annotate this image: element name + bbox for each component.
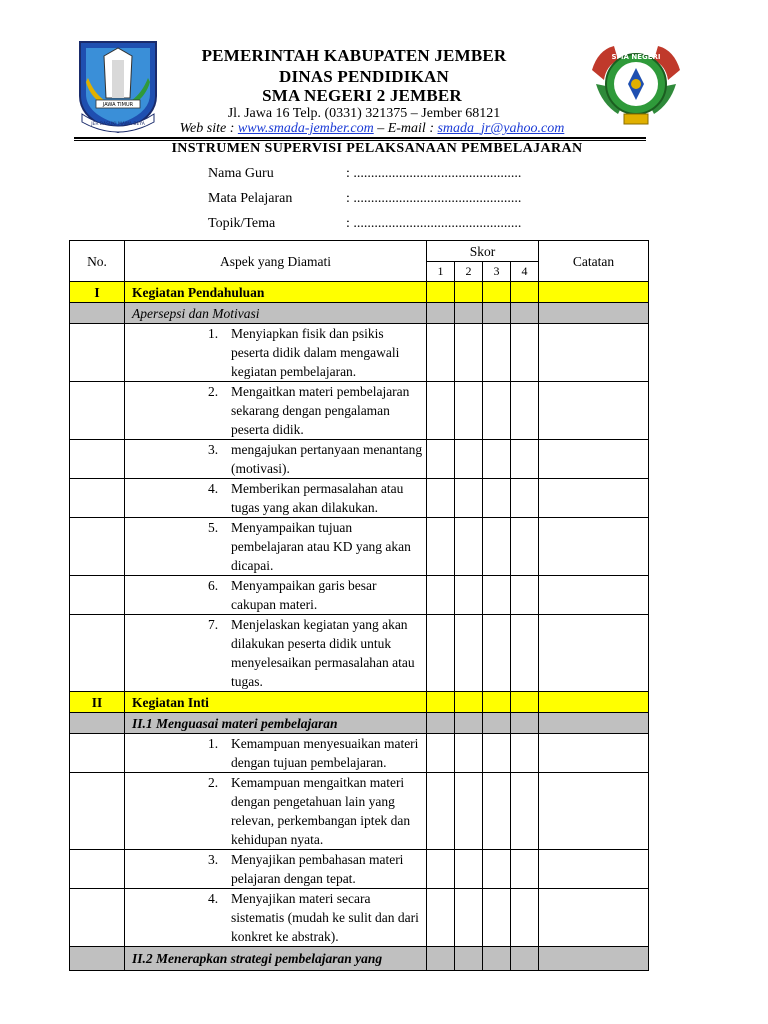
score-cell[interactable] — [427, 282, 455, 303]
notes-cell[interactable] — [539, 479, 649, 518]
item-number: 2. — [208, 384, 219, 399]
score-cell[interactable] — [427, 518, 455, 576]
table-row — [70, 382, 649, 440]
score-cell[interactable] — [427, 615, 455, 692]
aspect-item — [125, 850, 427, 889]
field-label: Topik/Tema — [208, 216, 276, 231]
table-row — [70, 773, 649, 850]
header-government: PEMERINTAH KABUPATEN JEMBER — [201, 46, 507, 65]
field-subject — [208, 191, 521, 207]
score-cell[interactable] — [483, 518, 511, 576]
score-cell[interactable] — [427, 303, 455, 324]
notes-cell[interactable] — [539, 773, 649, 850]
subsection-row — [70, 947, 649, 971]
blank-cell — [70, 615, 125, 692]
item-number: 1. — [208, 736, 219, 751]
header-department: DINAS PENDIDIKAN — [279, 67, 449, 86]
score-cell[interactable] — [511, 615, 539, 692]
score-cell[interactable] — [427, 734, 455, 773]
score-cell[interactable] — [511, 947, 539, 971]
subsection-title: II.1 Menguasai materi pembelajaran — [125, 713, 427, 734]
item-number: 3. — [208, 442, 219, 457]
score-cell[interactable] — [511, 303, 539, 324]
item-number: 4. — [208, 891, 219, 906]
notes-cell[interactable] — [539, 518, 649, 576]
score-cell[interactable] — [427, 692, 455, 713]
score-cell[interactable] — [455, 773, 483, 850]
score-cell[interactable] — [483, 692, 511, 713]
item-number: 7. — [208, 617, 219, 632]
score-cell[interactable] — [511, 382, 539, 440]
website-link[interactable]: www.smada-jember.com — [237, 121, 374, 136]
subsection-title: Apersepsi dan Motivasi — [125, 303, 427, 324]
table-row — [70, 734, 649, 773]
table-row — [70, 479, 649, 518]
field-label: Mata Pelajaran — [208, 191, 293, 206]
score-col-4: 4 — [511, 262, 539, 282]
notes-cell[interactable] — [539, 382, 649, 440]
col-header-score: Skor — [427, 241, 539, 262]
blank-cell — [70, 850, 125, 889]
notes-cell[interactable] — [539, 734, 649, 773]
notes-cell[interactable] — [539, 947, 649, 971]
item-text: Kemampuan mengaitkan materi dengan pengetahuan lain yang relevan, perkembangan iptek dan kehidupan nyata. — [231, 775, 411, 847]
subsection-title: II.2 Menerapkan strategi pembelajaran yang — [125, 947, 427, 971]
item-text: Kemampuan menyesuaikan materi dengan tujuan pembelajaran. — [231, 736, 419, 770]
header-address: Jl. Jawa 16 Telp. (0331) 321375 – Jember 68121 — [227, 106, 501, 121]
score-cell[interactable] — [483, 282, 511, 303]
notes-cell[interactable] — [539, 692, 649, 713]
table-row — [70, 576, 649, 615]
blank-cell — [70, 440, 125, 479]
aspect-item — [125, 518, 427, 576]
score-cell[interactable] — [483, 479, 511, 518]
aspect-item — [125, 479, 427, 518]
field-topic — [208, 216, 521, 232]
blank-cell — [70, 734, 125, 773]
score-cell[interactable] — [427, 576, 455, 615]
aspect-item — [125, 324, 427, 382]
email-label: – E-mail : — [373, 121, 438, 136]
field-value: : ................................................ — [346, 166, 522, 181]
notes-cell[interactable] — [539, 576, 649, 615]
blank-cell — [70, 773, 125, 850]
score-cell[interactable] — [483, 713, 511, 734]
item-text: Menyiapkan fisik dan psikis peserta didik dalam mengawali kegiatan pembelajaran. — [231, 326, 400, 379]
subsection-row — [70, 303, 649, 324]
score-cell[interactable] — [455, 440, 483, 479]
section-number: I — [70, 282, 125, 303]
subsection-row — [70, 713, 649, 734]
notes-cell[interactable] — [539, 850, 649, 889]
item-number: 6. — [208, 578, 219, 593]
blank-cell — [70, 324, 125, 382]
aspect-item — [125, 382, 427, 440]
score-cell[interactable] — [427, 382, 455, 440]
score-cell[interactable] — [427, 773, 455, 850]
score-cell[interactable] — [455, 692, 483, 713]
col-header-no: No. — [70, 241, 125, 282]
score-cell[interactable] — [427, 713, 455, 734]
score-cell[interactable] — [455, 850, 483, 889]
score-cell[interactable] — [455, 713, 483, 734]
logo-text-sma: SMA NEGERI — [611, 53, 661, 61]
table-row — [70, 850, 649, 889]
score-cell[interactable] — [511, 324, 539, 382]
score-cell[interactable] — [483, 947, 511, 971]
field-value: : ................................................ — [346, 216, 522, 231]
notes-cell[interactable] — [539, 615, 649, 692]
field-teacher-name — [208, 166, 521, 182]
blank-cell — [70, 947, 125, 971]
item-text: Mengaitkan materi pembelajaran sekarang dengan pengalaman peserta didik. — [231, 384, 410, 437]
table-row — [70, 615, 649, 692]
col-header-notes: Catatan — [539, 241, 649, 282]
section-row — [70, 282, 649, 303]
score-cell[interactable] — [455, 947, 483, 971]
score-cell[interactable] — [483, 773, 511, 850]
document-title: INSTRUMEN SUPERVISI PELAKSANAAN PEMBELAJARAN — [171, 141, 583, 156]
score-cell[interactable] — [511, 713, 539, 734]
blank-cell — [70, 382, 125, 440]
score-cell[interactable] — [511, 282, 539, 303]
score-cell[interactable] — [483, 850, 511, 889]
supervision-table — [69, 240, 649, 971]
blank-cell — [70, 713, 125, 734]
blank-cell — [70, 479, 125, 518]
blank-cell — [70, 889, 125, 947]
table-row — [70, 889, 649, 947]
score-cell[interactable] — [483, 615, 511, 692]
score-cell[interactable] — [511, 850, 539, 889]
item-text: Memberikan permasalahan atau tugas yang akan dilakukan. — [231, 481, 404, 515]
notes-cell[interactable] — [539, 324, 649, 382]
score-cell[interactable] — [455, 615, 483, 692]
score-cell[interactable] — [483, 576, 511, 615]
web-label: Web site : — [179, 121, 238, 136]
header-contact — [0, 121, 756, 137]
item-number: 1. — [208, 326, 219, 341]
score-cell[interactable] — [511, 773, 539, 850]
blank-cell — [70, 303, 125, 324]
aspect-item — [125, 615, 427, 692]
item-text: Menyajikan materi secara sistematis (mudah ke sulit dan dari konkret ke abstrak). — [231, 891, 419, 944]
aspect-item — [125, 734, 427, 773]
table-header-row — [70, 241, 649, 262]
notes-cell[interactable] — [539, 889, 649, 947]
table-row — [70, 440, 649, 479]
logo-text-jatim: JAWA TIMUR — [102, 102, 134, 108]
score-cell[interactable] — [427, 889, 455, 947]
section-title: Kegiatan Inti — [125, 692, 427, 713]
score-col-2: 2 — [455, 262, 483, 282]
notes-cell[interactable] — [539, 282, 649, 303]
section-title: Kegiatan Pendahuluan — [125, 282, 427, 303]
score-cell[interactable] — [511, 479, 539, 518]
score-cell[interactable] — [455, 282, 483, 303]
score-cell[interactable] — [455, 303, 483, 324]
item-text: Menjelaskan kegiatan yang akan dilakukan peserta didik untuk menyelesaikan permasalahan atau tugas. — [231, 617, 415, 689]
field-value: : ................................................ — [346, 191, 522, 206]
score-cell[interactable] — [483, 324, 511, 382]
aspect-item — [125, 440, 427, 479]
item-number: 4. — [208, 481, 219, 496]
item-text: Menyajikan pembahasan materi pelajaran dengan tepat. — [231, 852, 404, 886]
col-header-aspect: Aspek yang Diamati — [125, 241, 427, 282]
item-text: mengajukan pertanyaan menantang (motivasi). — [231, 442, 423, 476]
score-cell[interactable] — [427, 479, 455, 518]
score-cell[interactable] — [455, 734, 483, 773]
score-cell[interactable] — [455, 889, 483, 947]
item-number: 2. — [208, 775, 219, 790]
logo-text-motto: JER BASUKI MAWA BEYA — [91, 122, 145, 127]
item-number: 3. — [208, 852, 219, 867]
score-cell[interactable] — [427, 324, 455, 382]
score-cell[interactable] — [511, 440, 539, 479]
table-row — [70, 518, 649, 576]
score-cell[interactable] — [483, 889, 511, 947]
blank-cell — [70, 576, 125, 615]
score-cell[interactable] — [511, 576, 539, 615]
aspect-item — [125, 889, 427, 947]
score-cell[interactable] — [511, 889, 539, 947]
score-cell[interactable] — [427, 440, 455, 479]
blank-cell — [70, 518, 125, 576]
item-number: 5. — [208, 520, 219, 535]
section-number: II — [70, 692, 125, 713]
header-divider — [74, 137, 646, 139]
score-cell[interactable] — [427, 850, 455, 889]
item-text: Menyampaikan garis besar cakupan materi. — [231, 578, 377, 612]
score-cell[interactable] — [483, 734, 511, 773]
email-link[interactable]: smada_jr@yahoo.com — [437, 121, 565, 136]
score-cell[interactable] — [427, 947, 455, 971]
aspect-item — [125, 773, 427, 850]
score-cell[interactable] — [483, 440, 511, 479]
aspect-item — [125, 576, 427, 615]
score-cell[interactable] — [511, 692, 539, 713]
section-row — [70, 692, 649, 713]
table-row — [70, 324, 649, 382]
score-cell[interactable] — [455, 479, 483, 518]
score-cell[interactable] — [483, 382, 511, 440]
item-text: Menyampaikan tujuan pembelajaran atau KD yang akan dicapai. — [231, 520, 411, 573]
notes-cell[interactable] — [539, 303, 649, 324]
header-school-name: SMA NEGERI 2 JEMBER — [262, 86, 462, 105]
notes-cell[interactable] — [539, 440, 649, 479]
score-cell[interactable] — [455, 324, 483, 382]
score-cell[interactable] — [511, 518, 539, 576]
notes-cell[interactable] — [539, 713, 649, 734]
field-label: Nama Guru — [208, 166, 274, 181]
score-cell[interactable] — [483, 303, 511, 324]
score-cell[interactable] — [455, 518, 483, 576]
score-cell[interactable] — [511, 734, 539, 773]
score-cell[interactable] — [455, 382, 483, 440]
score-col-3: 3 — [483, 262, 511, 282]
score-cell[interactable] — [455, 576, 483, 615]
score-col-1: 1 — [427, 262, 455, 282]
